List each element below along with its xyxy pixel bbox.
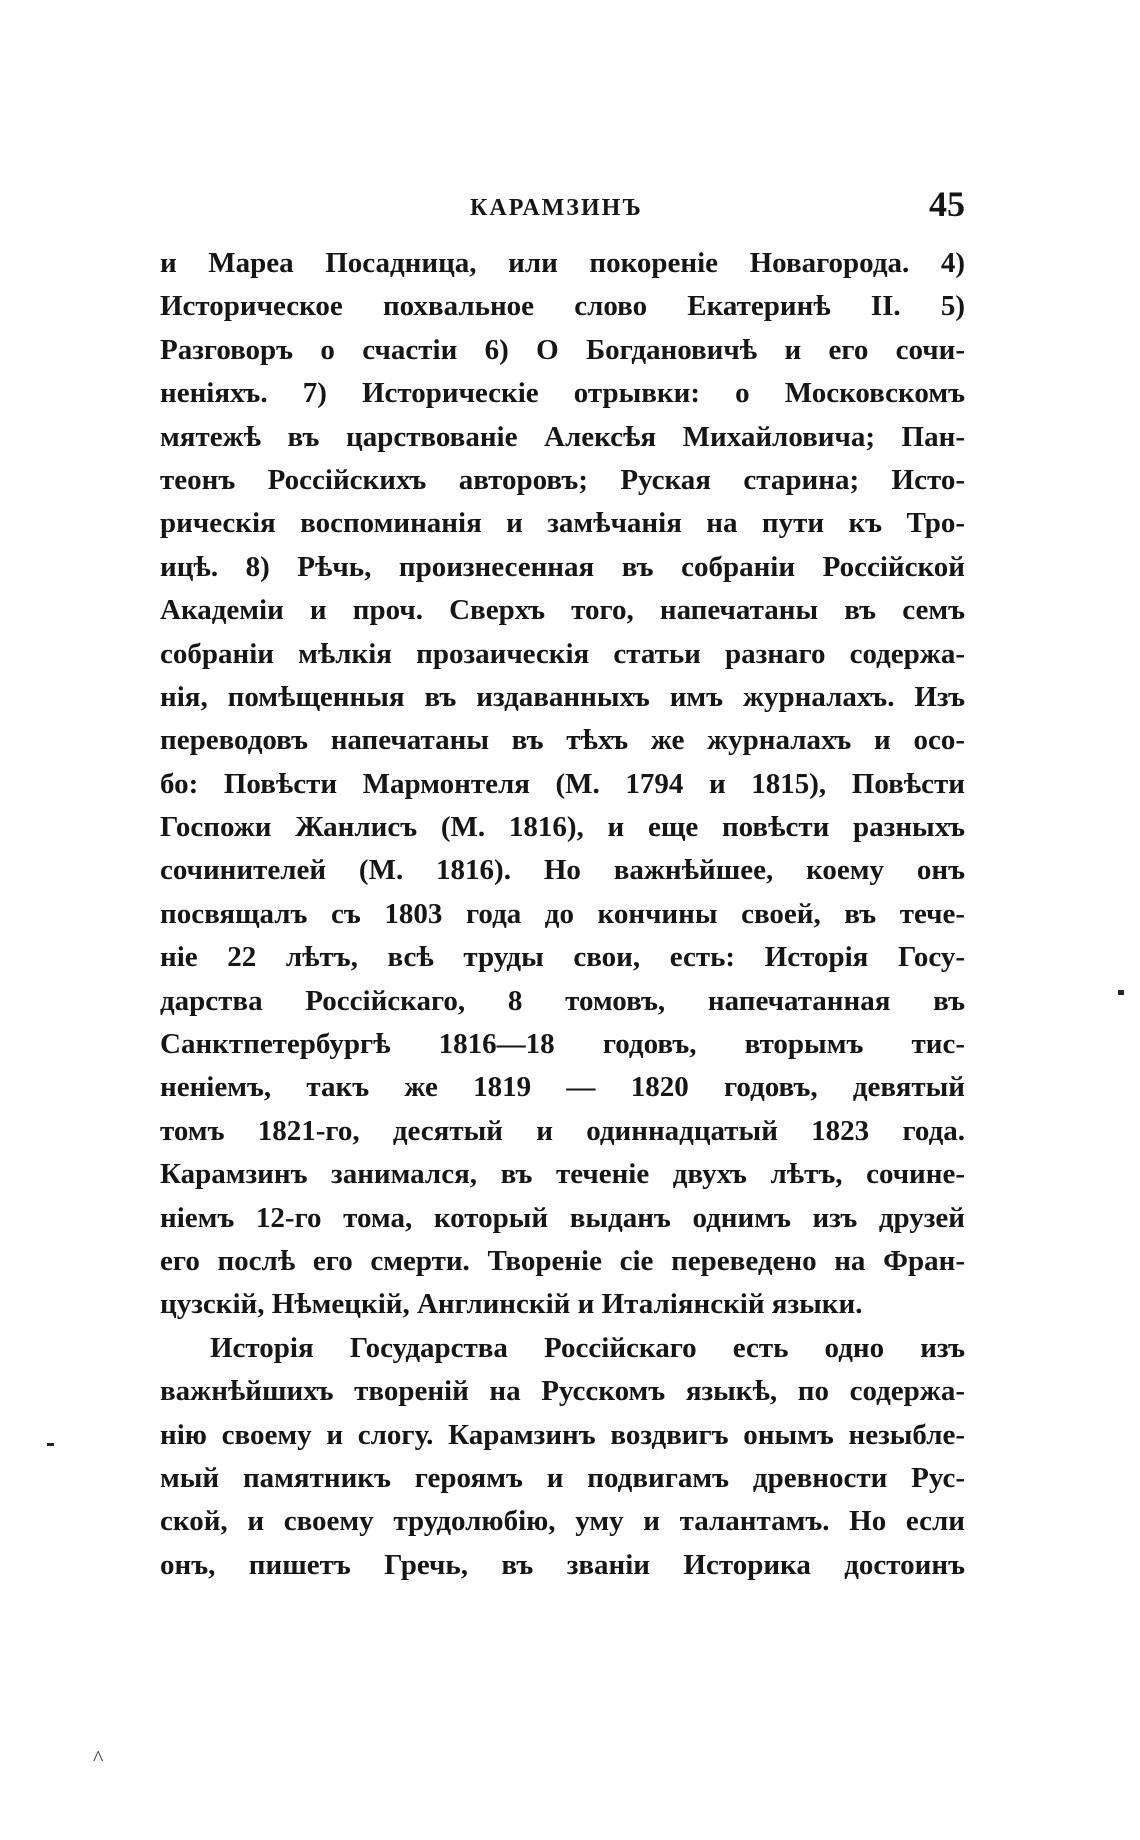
text-line: неніемъ, такъ же 1819 — 1820 годовъ, девятый [160, 1071, 965, 1104]
paragraph-start-line: Исторія Государства Россійскаго есть одно изъ [210, 1331, 965, 1364]
text-line: мятежѣ въ царствованіе Алексѣя Михайловича; Пан- [160, 420, 965, 453]
page-number: 45 [929, 184, 965, 224]
text-line: Академіи и проч. Сверхъ того, напечатаны въ семъ [160, 594, 965, 627]
text-line: дарства Россійскаго, 8 томовъ, напечатанная въ [160, 984, 965, 1017]
text-line: Госпожи Жанлисъ (М. 1816), и еще повѣсти разныхъ [160, 811, 965, 844]
text-line: нія, помѣщенныя въ издаванныхъ имъ журналахъ. Изъ [160, 680, 965, 713]
text-line: ніемъ 12-го тома, который выданъ однимъ изъ друзей [160, 1201, 965, 1234]
text-line: посвящалъ съ 1803 года до кончины своей, въ тече- [160, 897, 965, 930]
text-line: ской, и своему трудолюбію, уму и талантамъ. Но если [160, 1505, 965, 1538]
text-line: Карамзинъ занимался, въ теченіе двухъ лѣтъ, сочине- [160, 1158, 965, 1191]
text-line: ицѣ. 8) Рѣчь, произнесенная въ собраніи Россійской [160, 550, 965, 583]
print-speck [47, 1443, 54, 1446]
text-line: Разговоръ о счастіи 6) О Богдановичѣ и его сочи- [160, 333, 965, 366]
text-line: переводовъ напечатаны въ тѣхъ же журналахъ и осо- [160, 724, 965, 757]
text-line: собраніи мѣлкія прозаическія статьи разнаго содержа- [160, 637, 965, 670]
text-line: томъ 1821-го, десятый и одиннадцатый 1823 года. [160, 1114, 965, 1147]
text-line: сочинителей (М. 1816). Но важнѣйшее, коему онъ [160, 854, 965, 887]
running-head [160, 183, 965, 233]
text-line: цузскій, Нѣмецкій, Англинскій и Италіянскій языки. [160, 1288, 863, 1321]
text-line: неніяхъ. 7) Историческіе отрывки: о Московскомъ [160, 377, 965, 410]
text-line: его послѣ его смерти. Твореніе сіе переведено на Фран- [160, 1244, 965, 1277]
print-speck [1118, 990, 1124, 995]
text-line: рическія воспоминанія и замѣчанія на пути къ Тро- [160, 507, 965, 540]
text-line: теонъ Россійскихъ авторовъ; Руская старина; Исто- [160, 463, 965, 496]
caret-mark-icon: ^ [93, 1745, 104, 1770]
text-line: ніе 22 лѣтъ, всѣ труды свои, есть: Исторія Госу- [160, 941, 965, 974]
text-line: нію своему и слогу. Карамзинъ воздвигъ онымъ незыбле- [160, 1418, 965, 1451]
header-title: КАРАМЗИНЪ [470, 195, 643, 221]
text-line: Историческое похвальное слово Екатеринѣ II. 5) [160, 290, 965, 323]
text-line: мый памятникъ героямъ и подвигамъ древности Рус- [160, 1461, 965, 1494]
text-line: Санктпетербургѣ 1816—18 годовъ, вторымъ тис- [160, 1028, 965, 1061]
text-line: важнѣйшихъ твореній на Русскомъ языкѣ, по содержа- [160, 1375, 965, 1408]
text-line: бо: Повѣсти Мармонтеля (М. 1794 и 1815), Повѣсти [160, 767, 965, 800]
text-line: онъ, пишетъ Гречь, въ званіи Историка достоинъ [160, 1548, 965, 1581]
text-block [160, 242, 965, 1587]
text-line: и Мареа Посадница, или покореніе Новагорода. 4) [160, 247, 965, 279]
